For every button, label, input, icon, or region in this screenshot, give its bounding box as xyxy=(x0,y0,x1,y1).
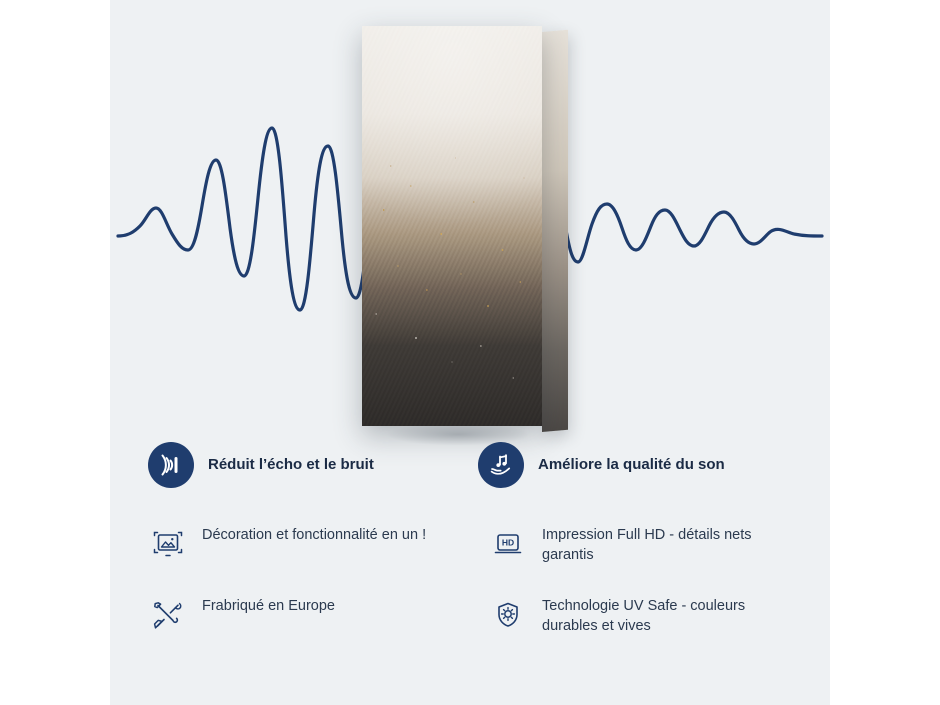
tools-icon xyxy=(148,595,188,635)
feature-list xyxy=(110,432,830,705)
secondary-feature-hd-print xyxy=(488,524,828,565)
secondary-feature-label: Technologie UV Safe - couleurs durables et vives xyxy=(542,598,746,634)
hd-badge-icon xyxy=(488,524,528,564)
primary-feature-row xyxy=(148,442,808,488)
svg-text:HD: HD xyxy=(501,537,515,548)
sound-waves-icon xyxy=(148,442,194,488)
primary-feature-label: Améliore la qualité du son xyxy=(538,455,725,473)
primary-feature-sound-quality xyxy=(478,442,808,488)
primary-feature-label: Réduit l’écho et le bruit xyxy=(208,455,374,473)
panel-front-face xyxy=(362,26,542,426)
scene-backdrop xyxy=(110,0,830,705)
secondary-feature-label: Impression Full HD - détails nets garantis xyxy=(542,527,752,563)
acoustic-canvas-panel xyxy=(362,26,572,441)
music-note-hand-icon xyxy=(478,442,524,488)
secondary-feature-row xyxy=(148,595,828,636)
secondary-feature-label: Frabriqué en Europe xyxy=(202,598,335,615)
secondary-feature-decoration xyxy=(148,524,488,565)
left-margin xyxy=(0,0,110,705)
right-margin xyxy=(830,0,940,705)
uv-shield-icon xyxy=(488,595,528,635)
panel-edge xyxy=(542,30,568,432)
secondary-feature-row xyxy=(148,524,828,565)
secondary-feature-made-in-europe xyxy=(148,595,488,636)
secondary-feature-label: Décoration et fonctionnalité en un ! xyxy=(202,527,427,543)
framed-picture-icon xyxy=(148,524,188,564)
secondary-feature-uv-safe xyxy=(488,595,828,636)
primary-feature-noise xyxy=(148,442,478,488)
secondary-feature-grid xyxy=(148,524,828,666)
